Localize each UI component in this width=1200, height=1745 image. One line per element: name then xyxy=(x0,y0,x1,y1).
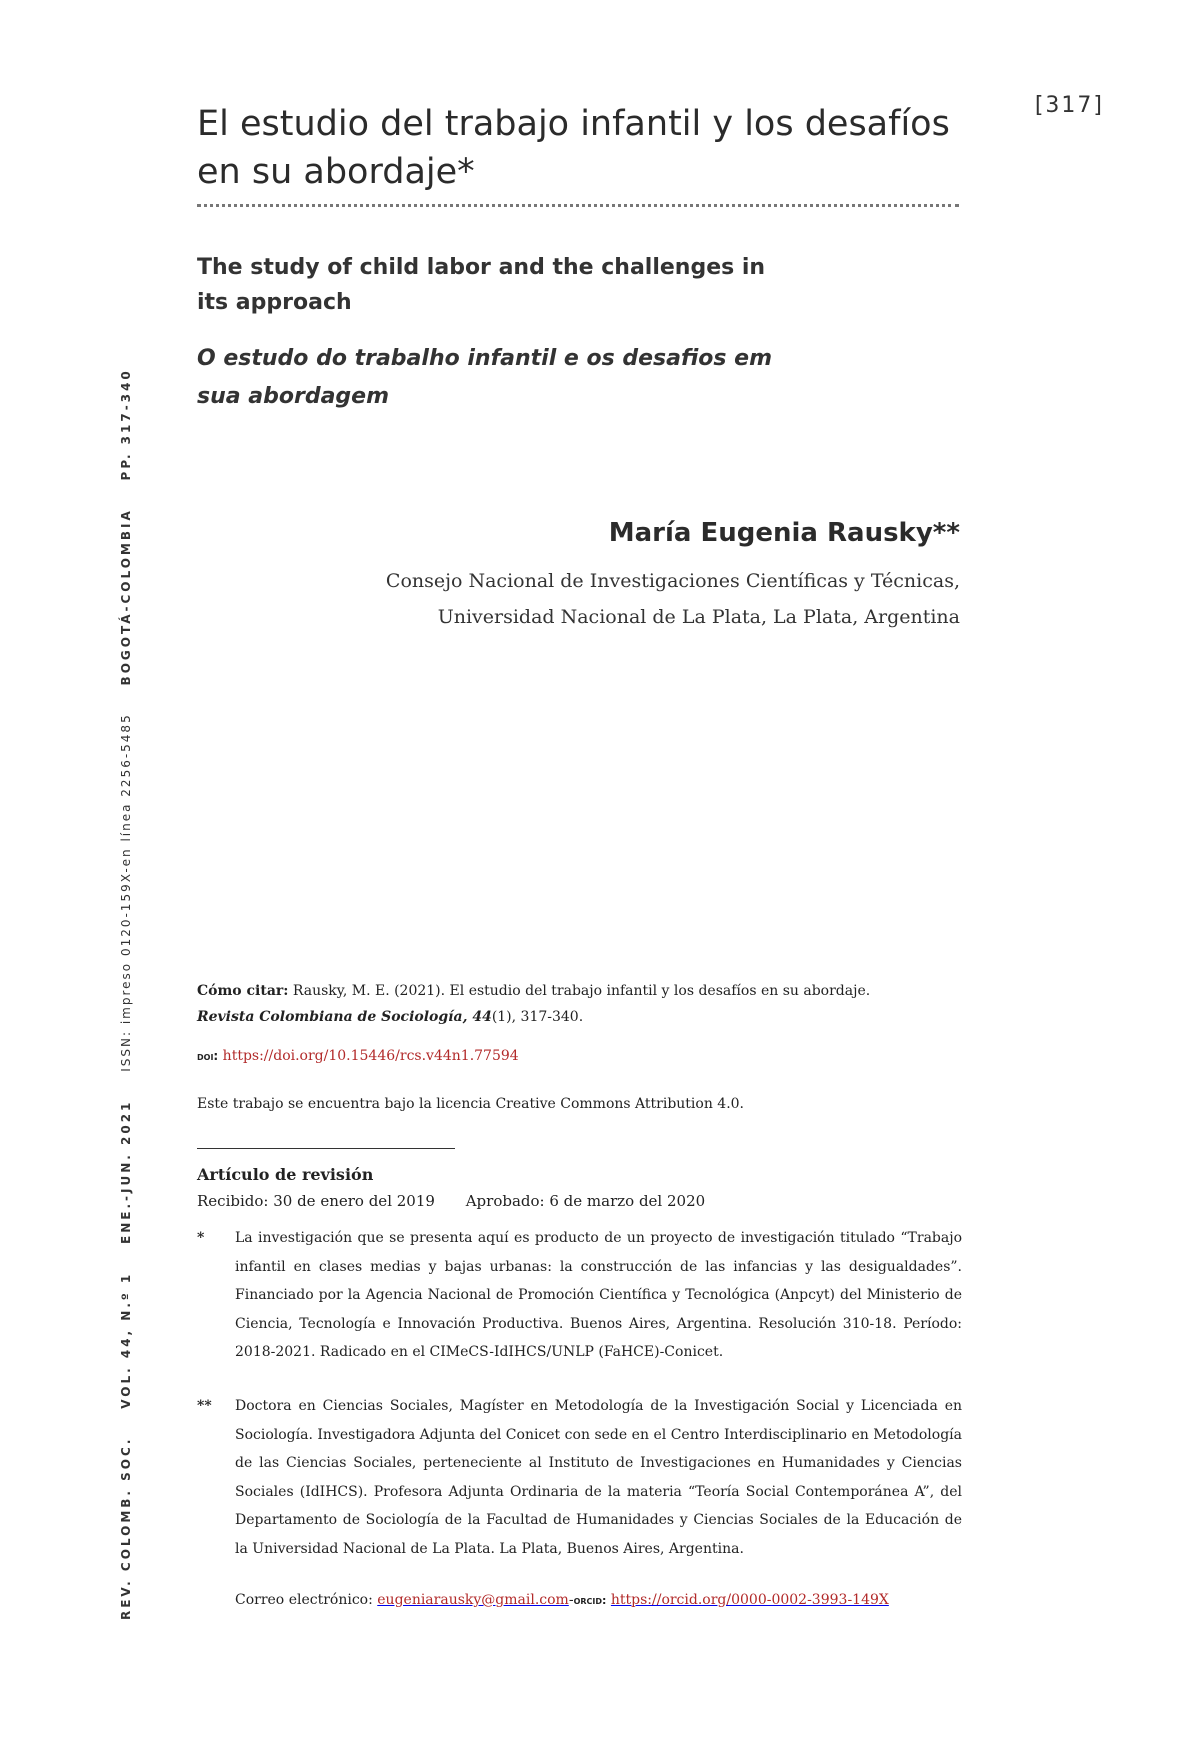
contact-line xyxy=(235,1592,889,1608)
footnote-mark: ** xyxy=(197,1398,212,1414)
received-date: Recibido: 30 de enero del 2019 xyxy=(197,1192,435,1210)
footnote xyxy=(197,1392,962,1563)
orcid-link[interactable]: https://orcid.org/0000-0002-3993-149X xyxy=(610,1592,889,1608)
affiliation-line-1: Consejo Nacional de Investigaciones Científicas y Técnicas, xyxy=(385,570,960,592)
article-title-spanish: El estudio del trabajo infantil y los desafíos en su abordaje* xyxy=(197,104,950,192)
contact-separator: - xyxy=(568,1592,574,1608)
orcid-label: orcid: xyxy=(573,1594,607,1607)
title-divider xyxy=(197,204,959,207)
affiliation-line-2: Universidad Nacional de La Plata, La Plata, Argentina xyxy=(437,606,960,628)
spine-issn: ISSN: impreso 0120-159X-en línea 2256-5485 xyxy=(119,713,133,1072)
footnote-mark: * xyxy=(197,1230,205,1246)
citation-label: Cómo citar: xyxy=(197,983,289,999)
author-affiliation xyxy=(260,563,960,635)
footnote xyxy=(197,1224,962,1367)
article-type: Artículo de revisión xyxy=(197,1165,374,1184)
footnote-text: Doctora en Ciencias Sociales, Magíster en Metodología de la Investigación Social y Licenciada en Sociología. Investigadora Adjunta del Conicet con sede en el Centro Interdisciplinario en Metodología de las Ciencias Sociales, perteneciente al Instituto de Investigaciones en Humanidades y Ciencias Sociales (IdIHCS). Profesora Adjunta Ordinaria de la materia “Teoría Social Contemporánea A”, del Departamento de Sociología de la Facultad de Humanidades y Ciencias Sociales de la Educación de la Universidad Nacional de La Plata. La Plata, Buenos Aires, Argentina. xyxy=(235,1398,962,1557)
journal-spine xyxy=(119,368,133,1620)
email-label: Correo electrónico: xyxy=(235,1592,373,1608)
spine-pages: PP. 317-340 xyxy=(119,368,133,481)
dates xyxy=(197,1192,705,1210)
license-note: Este trabajo se encuentra bajo la licencia Creative Commons Attribution 4.0. xyxy=(197,1096,745,1112)
spine-journal: REV. COLOMB. SOC. xyxy=(119,1436,133,1620)
footnote-text: La investigación que se presenta aquí es producto de un proyecto de investigación titulado “Trabajo infantil en clases medias y bajas urbanas: la construcción de las infancias y las desigualdades”. Financiado por la Agencia Nacional de Promoción Científica y Tecnológica (Anpcyt) del Ministerio de Ciencia, Tecnología e Innovación Productiva. Buenos Aires, Argentina. Resolución 310-18. Período: 2018-2021. Radicado en el CIMeCS-IdIHCS/UNLP (FaHCE)-Conicet. xyxy=(235,1230,962,1360)
citation-issue-pages: (1), 317-340. xyxy=(491,1009,584,1025)
approved-date: Aprobado: 6 de marzo del 2020 xyxy=(465,1192,706,1210)
email-link[interactable]: eugeniarausky@gmail.com xyxy=(377,1592,569,1608)
author-name: María Eugenia Rausky** xyxy=(608,518,960,548)
doi-label: doi: xyxy=(197,1049,219,1063)
citation xyxy=(197,978,962,1030)
article-title-english: The study of child labor and the challenges in its approach xyxy=(197,255,766,315)
page-number: [317] xyxy=(1034,93,1104,118)
article-title-portuguese: O estudo do trabalho infantil e os desafios em sua abordagem xyxy=(197,346,773,409)
citation-journal: Revista Colombiana de Sociología, 44 xyxy=(197,1009,492,1025)
citation-text: Rausky, M. E. (2021). El estudio del trabajo infantil y los desafíos en su abordaje. xyxy=(292,983,871,999)
spine-period: ENE.-JUN. 2021 xyxy=(119,1099,133,1244)
doi-link[interactable]: https://doi.org/10.15446/rcs.v44n1.77594 xyxy=(222,1048,519,1064)
doi-line xyxy=(197,1048,519,1064)
footnote-divider xyxy=(197,1148,455,1149)
spine-city: BOGOTÁ-COLOMBIA xyxy=(119,508,133,686)
spine-volume: VOL. 44, N.º 1 xyxy=(119,1271,133,1409)
